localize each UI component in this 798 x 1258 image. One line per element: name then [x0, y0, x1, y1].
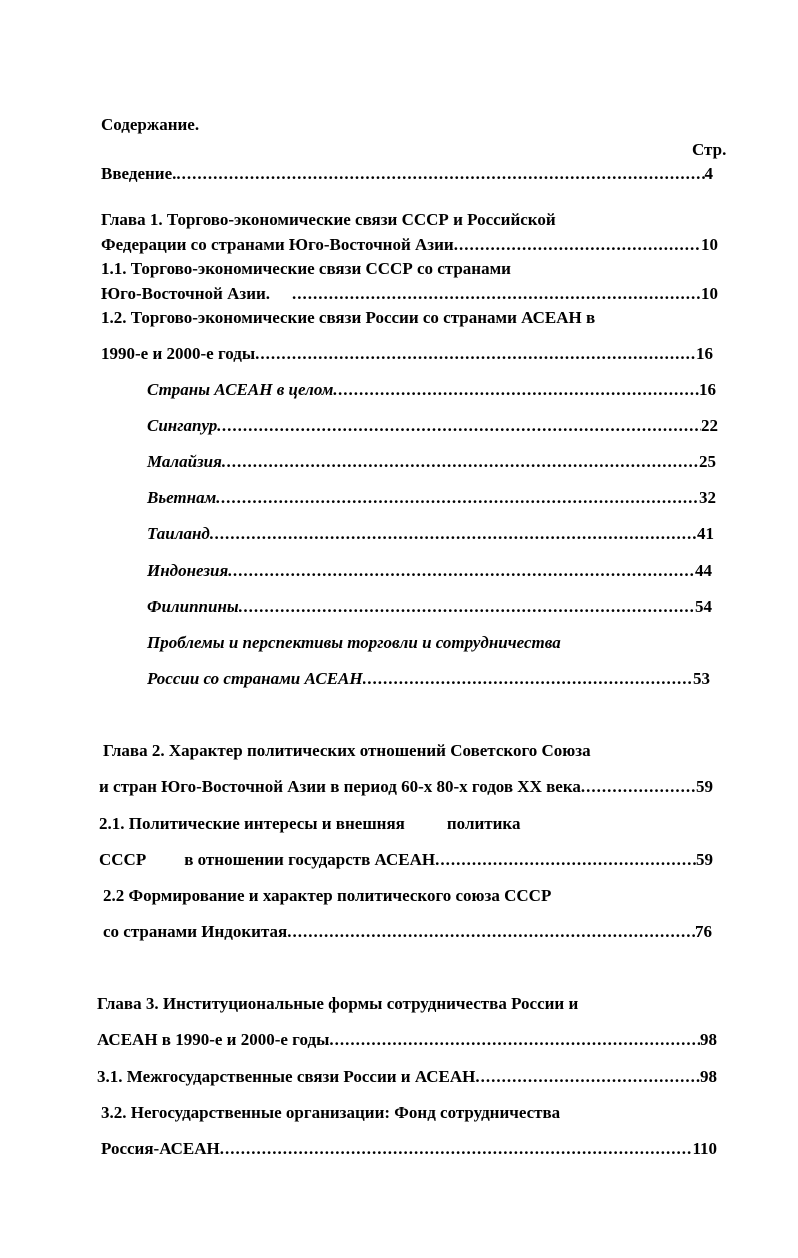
heading-part: политика	[446, 814, 521, 833]
problems-heading: Проблемы и перспективы торговли и сотрудничества	[147, 633, 561, 652]
toc-entry-section-2-2[interactable]	[103, 922, 712, 942]
entry-label: Вьетнам	[147, 488, 217, 507]
page-number: 22	[701, 416, 718, 435]
section-1-2-heading: 1.2. Торгово-экономические связи России со странами АСЕАН в	[101, 308, 596, 327]
entry-label: Юго-Восточной Азии.	[101, 284, 271, 303]
entry-label: Сингапур	[147, 416, 218, 435]
entry-label: Индонезия	[147, 561, 229, 580]
entry-label: 1990-е и 2000-е годы	[101, 344, 256, 363]
page-number: 32	[699, 488, 716, 507]
toc-entry-chapter-1[interactable]	[101, 235, 718, 255]
page-column-header: Стр.	[692, 140, 727, 159]
chapter-2-heading: Глава 2. Характер политических отношений Советского Союза	[103, 741, 591, 760]
toc-entry-singapore[interactable]	[147, 416, 718, 436]
leader-dots	[216, 488, 699, 508]
page-number: 10	[701, 284, 718, 303]
toc-entry-section-3-1[interactable]	[97, 1067, 717, 1087]
leader-dots	[210, 524, 697, 544]
leader-dots	[217, 416, 701, 436]
entry-label: России со странами АСЕАН	[147, 669, 363, 688]
leader-dots	[220, 1139, 693, 1159]
entry-label: Малайзия	[147, 452, 222, 471]
page-number: 98	[700, 1067, 717, 1086]
leader-dots	[292, 284, 701, 304]
leader-dots	[329, 1030, 700, 1050]
leader-dots	[222, 452, 699, 472]
page-number: 16	[699, 380, 716, 399]
chapter-1-heading: Глава 1. Торгово-экономические связи СССР и Российской	[101, 210, 556, 229]
toc-entry-section-1-1[interactable]	[101, 284, 718, 304]
page-number: 4	[704, 164, 713, 183]
entry-label: в отношении государств АСЕАН	[184, 850, 436, 869]
section-1-1-heading: 1.1. Торгово-экономические связи СССР со странами	[101, 259, 511, 278]
leader-dots	[228, 561, 695, 581]
toc-entry-section-2-1[interactable]	[99, 850, 713, 870]
entry-label: Страны АСЕАН в целом	[147, 380, 334, 399]
section-2-2-heading: 2.2 Формирование и характер политического союза СССР	[103, 886, 552, 905]
leader-dots	[581, 777, 696, 797]
entry-label: Федерации со странами Юго-Восточной Азии	[101, 235, 454, 254]
entry-label: Введение.	[101, 164, 177, 183]
section-3-2-heading: 3.2. Негосударственные организации: Фонд сотрудничества	[101, 1103, 561, 1122]
toc-entry-indonesia[interactable]	[147, 561, 712, 581]
leader-dots	[239, 597, 695, 617]
toc-entry-malaysia[interactable]	[147, 452, 716, 472]
leader-dots	[176, 164, 704, 184]
leader-dots	[435, 850, 696, 870]
entry-label: Россия-АСЕАН	[101, 1139, 220, 1158]
entry-label: Таиланд	[147, 524, 210, 543]
entry-label: 3.1. Межгосударственные связи России и АСЕАН	[97, 1067, 476, 1086]
toc-title: Содержание.	[101, 115, 200, 134]
toc-entry-chapter-2[interactable]	[99, 777, 713, 797]
page-number: 16	[696, 344, 713, 363]
page-number: 54	[695, 597, 712, 616]
page-number: 59	[696, 777, 713, 796]
toc-entry-chapter-3[interactable]	[97, 1030, 717, 1050]
entry-label: Филиппины	[147, 597, 239, 616]
chapter-3-heading: Глава 3. Институциональные формы сотрудничества России и	[97, 994, 579, 1013]
leader-dots	[454, 235, 701, 255]
page-number: 10	[701, 235, 718, 254]
toc-entry-problems[interactable]	[147, 669, 710, 689]
toc-entry-thailand[interactable]	[147, 524, 714, 544]
toc-entry-philippines[interactable]	[147, 597, 712, 617]
page-number: 59	[696, 850, 713, 869]
page-number: 53	[693, 669, 710, 688]
toc-entry-introduction[interactable]	[101, 164, 713, 184]
entry-label: СССР	[99, 850, 147, 869]
leader-dots	[287, 922, 695, 942]
entry-label: АСЕАН в 1990-е и 2000-е годы	[97, 1030, 330, 1049]
toc-entry-section-1-2[interactable]	[101, 344, 713, 364]
page-number: 110	[692, 1139, 717, 1158]
entry-label: и стран Юго-Восточной Азии в период 60-х 80-х годов XX века	[99, 777, 581, 796]
toc-entry-vietnam[interactable]	[147, 488, 716, 508]
leader-dots	[475, 1067, 700, 1087]
leader-dots	[255, 344, 696, 364]
toc-entry-asean-overall[interactable]	[147, 380, 716, 400]
page-number: 44	[695, 561, 712, 580]
entry-label: со странами Индокитая	[103, 922, 288, 941]
leader-dots	[363, 669, 693, 689]
page-number: 25	[699, 452, 716, 471]
toc-entry-section-3-2[interactable]	[101, 1139, 717, 1159]
page-number: 98	[700, 1030, 717, 1049]
section-2-1-heading	[99, 814, 520, 834]
page-number: 76	[695, 922, 712, 941]
leader-dots	[333, 380, 699, 400]
page-number: 41	[697, 524, 714, 543]
heading-part: 2.1. Политические интересы и внешняя	[99, 814, 405, 833]
